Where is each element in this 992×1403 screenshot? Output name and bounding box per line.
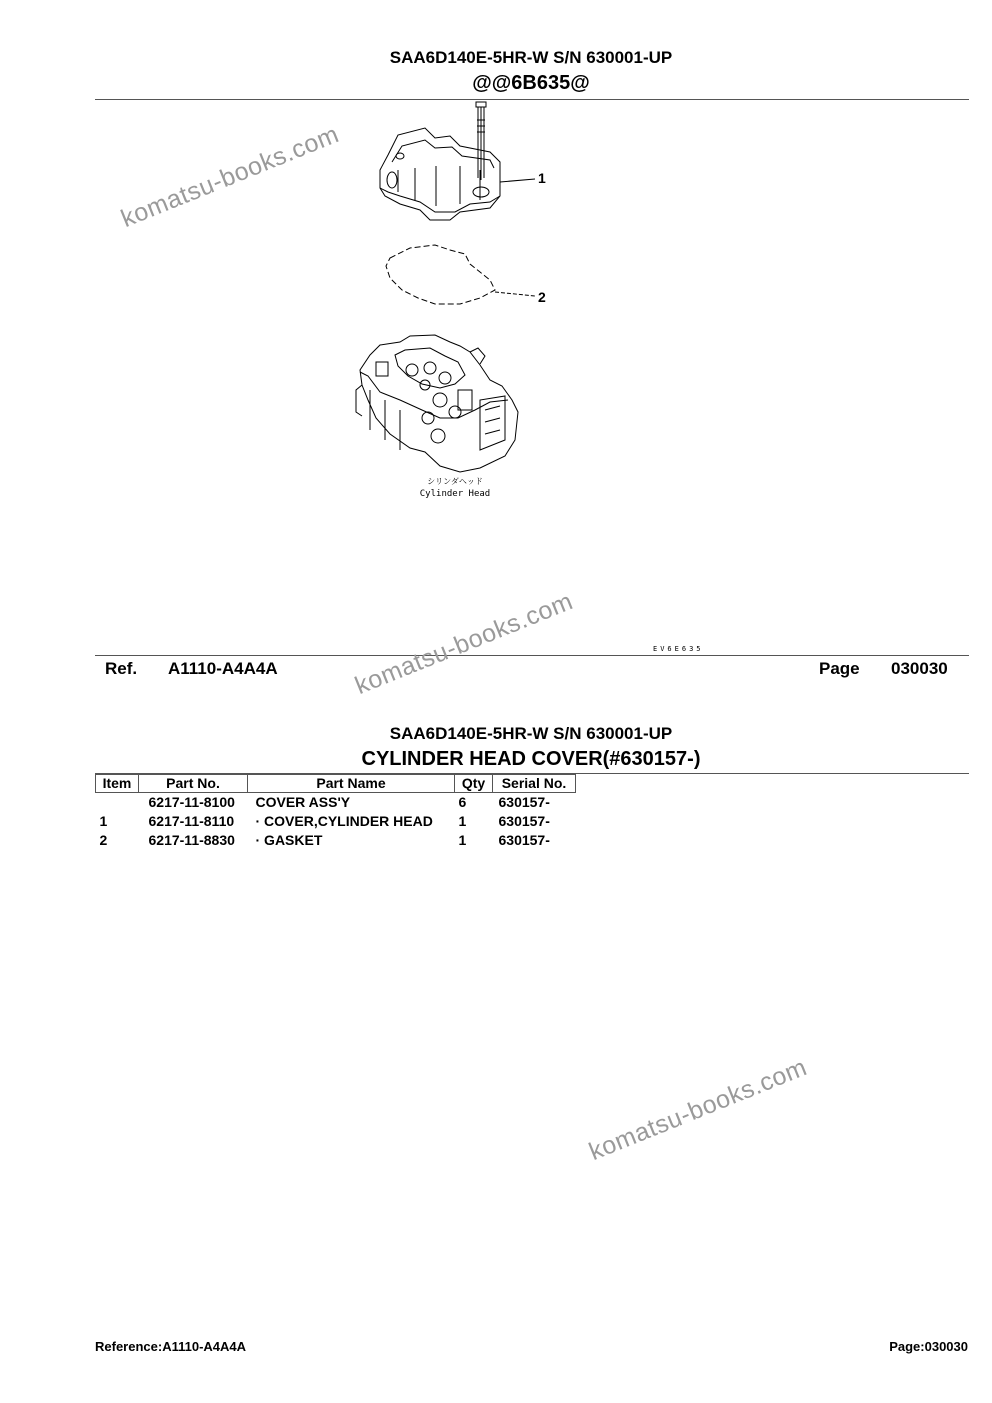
cell-serial-no: 630157- — [498, 832, 550, 848]
cell-item — [96, 793, 139, 813]
footer-page: Page:030030 — [889, 1339, 968, 1354]
ref-value: A1110-A4A4A — [168, 659, 278, 678]
parts-table — [95, 774, 576, 850]
col-serial-no: Serial No. — [493, 775, 576, 793]
cylinder-head-label-jp: シリンダヘッド — [427, 477, 483, 486]
cell-serial-no: 630157- — [498, 813, 550, 829]
cell-part-name: · COVER,CYLINDER HEAD — [255, 813, 433, 829]
cell-item: 2 — [99, 832, 108, 848]
cover-drawing — [380, 128, 500, 220]
cell-item: 1 — [99, 813, 108, 829]
bolt-drawing — [476, 102, 486, 180]
cell-part-no: 6217-11-8110 — [148, 813, 235, 829]
cylinder-head-label-en: Cylinder Head — [419, 489, 491, 499]
table-row — [96, 812, 576, 831]
cell-qty: 1 — [458, 832, 467, 848]
col-qty: Qty — [455, 775, 493, 793]
page-value: 030030 — [891, 659, 948, 678]
parts-model-header: SAA6D140E-5HR-W S/N 630001-UP — [389, 724, 673, 743]
table-row — [96, 831, 576, 850]
parts-title: CYLINDER HEAD COVER(#630157-) — [361, 748, 701, 770]
cell-part-no: 6217-11-8100 — [148, 794, 235, 810]
leader-line-1 — [500, 179, 535, 182]
footer-reference: Reference:A1110-A4A4A — [95, 1339, 247, 1354]
cylinder-head-drawing — [356, 335, 518, 472]
exploded-parts-diagram — [340, 100, 600, 520]
cell-serial-no: 630157- — [498, 794, 550, 810]
col-part-name: Part Name — [248, 775, 455, 793]
leader-line-2 — [495, 292, 535, 296]
ref-bar-divider — [95, 655, 969, 656]
gasket-drawing — [386, 245, 495, 304]
cell-qty: 6 — [458, 794, 467, 810]
cell-part-name: · GASKET — [255, 832, 323, 848]
cell-qty: 1 — [458, 813, 467, 829]
table-row — [96, 793, 576, 813]
cell-part-name: COVER ASS'Y — [255, 794, 351, 810]
parts-table-header — [96, 775, 576, 793]
diagram-model-header: SAA6D140E-5HR-W S/N 630001-UP — [389, 48, 673, 67]
figure-code: EV6E635 — [653, 645, 704, 653]
col-item: Item — [96, 775, 139, 793]
callout-2: 2 — [538, 289, 546, 305]
diagram-code-title: @@6B635@ — [472, 72, 590, 94]
callout-1: 1 — [538, 170, 546, 186]
col-part-no: Part No. — [139, 775, 248, 793]
watermark: komatsu-books.com — [585, 1053, 811, 1167]
watermark: komatsu-books.com — [117, 120, 343, 234]
page-label: Page — [819, 659, 860, 678]
ref-label: Ref. — [105, 659, 138, 678]
watermark: komatsu-books.com — [351, 587, 577, 701]
cell-part-no: 6217-11-8830 — [148, 832, 235, 848]
